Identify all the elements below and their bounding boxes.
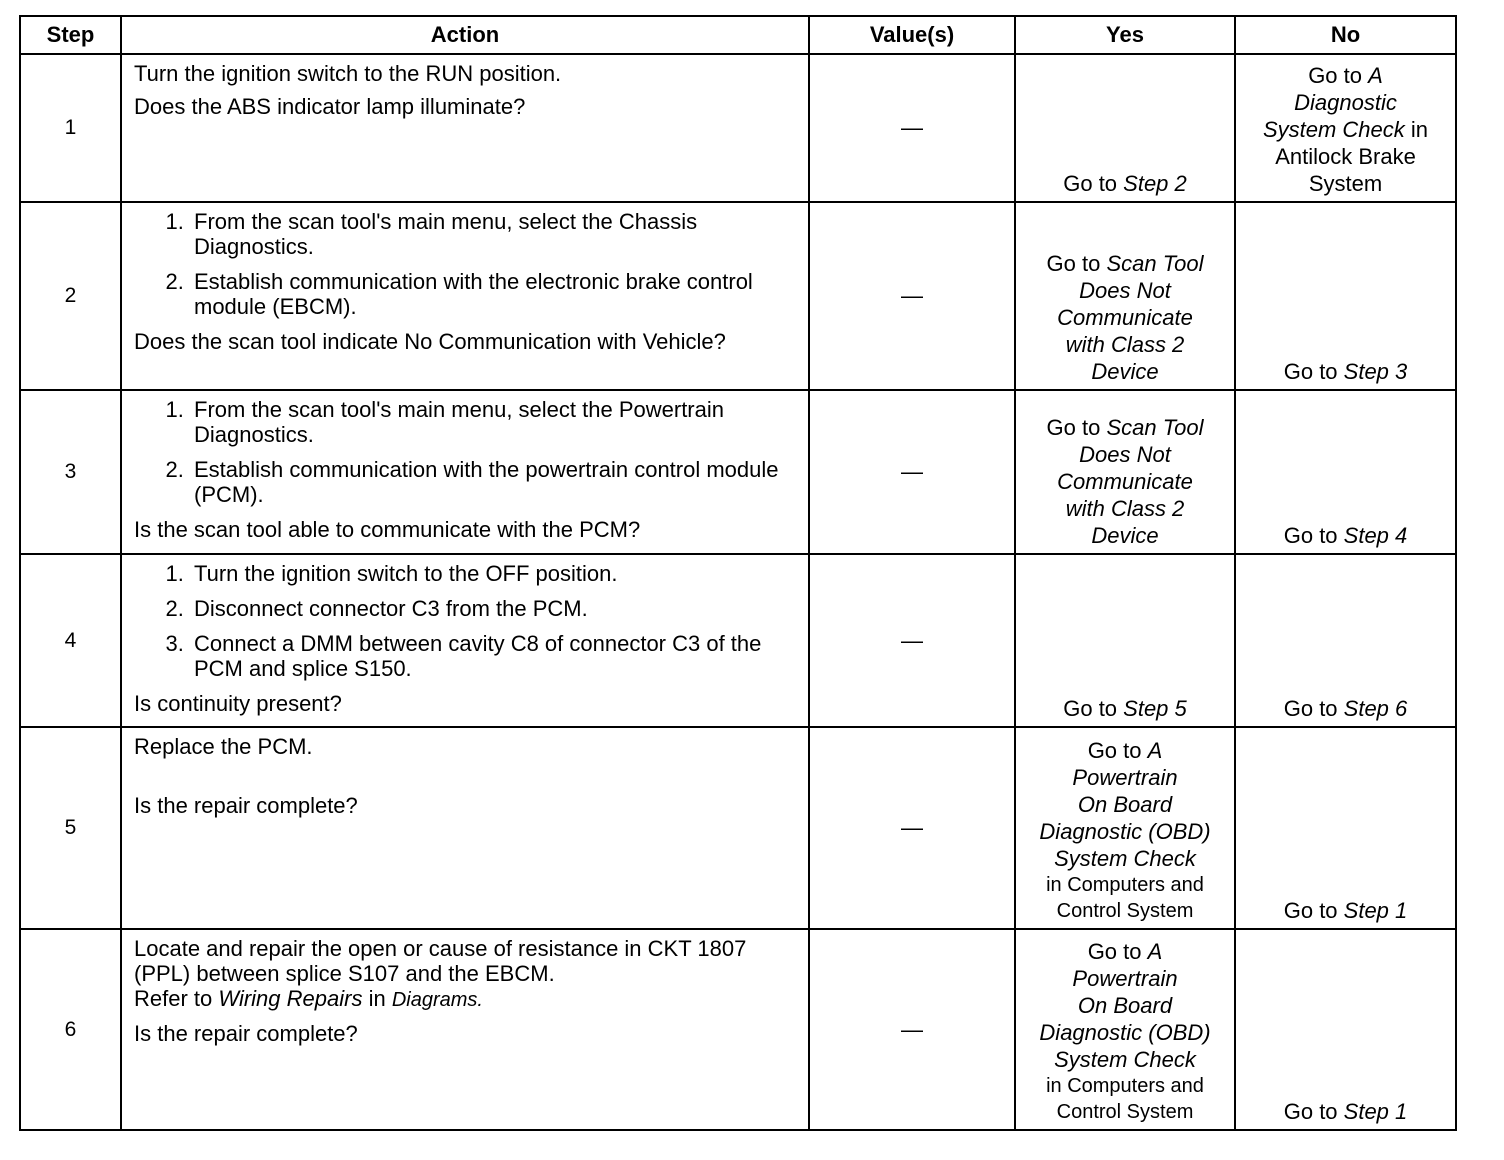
action-step: 2. Establish communication with the powertrain control module (PCM). (190, 457, 796, 507)
yes-ref-link[interactable]: Scan Tool (1106, 251, 1204, 276)
no-prefix: Go to (1308, 63, 1369, 88)
yes-ref-link[interactable]: Does Not (1079, 278, 1171, 303)
no-prefix: Go to (1283, 359, 1344, 384)
value-cell: — (809, 202, 1015, 390)
action-cell (121, 202, 809, 390)
table-row (20, 54, 1456, 202)
table-row (20, 727, 1456, 929)
no-step-link[interactable]: Step 1 (1343, 898, 1408, 923)
no-prefix: Go to (1283, 898, 1344, 923)
no-prefix: Go to (1283, 1099, 1344, 1124)
header-no: No (1235, 16, 1456, 54)
yes-ref-link[interactable]: Communicate (1057, 469, 1193, 494)
value-cell: — (809, 929, 1015, 1130)
action-cell (121, 727, 809, 929)
yes-ref-link[interactable]: A (1147, 738, 1163, 763)
action-step: 3. Connect a DMM between cavity C8 of connector C3 of the PCM and splice S150. (190, 631, 796, 681)
value-cell: — (809, 390, 1015, 554)
action-cell (121, 54, 809, 202)
value-cell: — (809, 554, 1015, 727)
yes-cell (1015, 390, 1235, 554)
action-step: 1. Turn the ignition switch to the OFF position. (190, 561, 796, 586)
yes-prefix: Go to (1046, 415, 1107, 440)
no-suffix: Antilock Brake (1275, 144, 1416, 169)
yes-prefix: Go to (1087, 738, 1148, 763)
no-cell (1235, 554, 1456, 727)
action-text: Turn the ignition switch to the RUN position. (134, 61, 562, 86)
value-cell: — (809, 727, 1015, 929)
step-number: 3 (20, 390, 121, 554)
action-steps (134, 397, 796, 507)
no-ref-link[interactable]: A (1368, 63, 1383, 88)
action-cell (121, 554, 809, 727)
action-steps (134, 209, 796, 319)
refer-prefix: Refer to (134, 986, 219, 1011)
yes-ref-link[interactable]: with Class 2 (1065, 332, 1185, 357)
action-step: 1. From the scan tool's main menu, select the Chassis Diagnostics. (190, 209, 796, 259)
yes-ref-link[interactable]: A (1147, 939, 1163, 964)
no-suffix: System (1308, 171, 1383, 196)
yes-doc: Computers and (1067, 1075, 1204, 1097)
yes-cell (1015, 54, 1235, 202)
no-ref-link[interactable]: Diagnostic (1294, 90, 1397, 115)
yes-ref-link[interactable]: On Board (1077, 792, 1173, 817)
no-prefix: Go to (1283, 696, 1344, 721)
yes-doc: Control System (1056, 900, 1194, 922)
yes-cell (1015, 554, 1235, 727)
yes-step-link[interactable]: Step 2 (1123, 171, 1187, 196)
no-ref-link[interactable]: System Check (1262, 117, 1405, 142)
yes-in: in (1046, 874, 1068, 896)
table-row (20, 202, 1456, 390)
yes-cell (1015, 727, 1235, 929)
action-cell (121, 929, 809, 1130)
yes-in: in (1046, 1075, 1068, 1097)
action-question: Is continuity present? (134, 691, 342, 716)
action-reference (134, 986, 796, 1013)
yes-cell (1015, 929, 1235, 1130)
header-values: Value(s) (809, 16, 1015, 54)
action-step: 1. From the scan tool's main menu, select the Powertrain Diagnostics. (190, 397, 796, 447)
no-cell (1235, 202, 1456, 390)
no-step-link[interactable]: Step 6 (1343, 696, 1408, 721)
action-step: 2. Establish communication with the electronic brake control module (EBCM). (190, 269, 796, 319)
yes-prefix: Go to (1046, 251, 1107, 276)
action-text: Locate and repair the open or cause of resistance in CKT 1807 (PPL) between splice S107 and the EBCM. (134, 936, 747, 986)
step-number: 2 (20, 202, 121, 390)
yes-ref-link[interactable]: Diagnostic (OBD) (1039, 1020, 1211, 1045)
no-cell (1235, 54, 1456, 202)
step-number: 6 (20, 929, 121, 1130)
yes-ref-link[interactable]: Powertrain (1072, 765, 1178, 790)
action-question: Does the scan tool indicate No Communication with Vehicle? (134, 329, 726, 354)
action-question: Is the scan tool able to communicate with the PCM? (134, 517, 641, 542)
diagnostic-table (19, 15, 1457, 1131)
yes-ref-link[interactable]: with Class 2 (1065, 496, 1185, 521)
yes-prefix: Go to (1063, 171, 1124, 196)
action-steps (134, 561, 796, 681)
no-step-link[interactable]: Step 1 (1343, 1099, 1408, 1124)
yes-doc: Control System (1056, 1101, 1194, 1123)
yes-step-link[interactable]: Step 5 (1123, 696, 1187, 721)
yes-ref-link[interactable]: Diagnostic (OBD) (1039, 819, 1211, 844)
yes-ref-link[interactable]: Powertrain (1072, 966, 1178, 991)
step-number: 5 (20, 727, 121, 929)
table-row (20, 554, 1456, 727)
yes-ref-link[interactable]: Communicate (1057, 305, 1193, 330)
yes-doc: Computers and (1067, 874, 1204, 896)
no-step-link[interactable]: Step 4 (1343, 523, 1408, 548)
table-row (20, 390, 1456, 554)
yes-ref-link[interactable]: System Check (1054, 1047, 1196, 1072)
refer-in: in (362, 986, 392, 1011)
header-action: Action (121, 16, 809, 54)
yes-ref-link[interactable]: System Check (1054, 846, 1196, 871)
yes-ref-link[interactable]: On Board (1077, 993, 1173, 1018)
step-number: 4 (20, 554, 121, 727)
header-row (20, 16, 1456, 54)
table-row (20, 929, 1456, 1130)
no-cell (1235, 929, 1456, 1130)
no-cell (1235, 390, 1456, 554)
action-cell (121, 390, 809, 554)
no-step-link[interactable]: Step 3 (1343, 359, 1408, 384)
header-step: Step (20, 16, 121, 54)
yes-ref-link[interactable]: Device (1091, 359, 1159, 384)
no-cell (1235, 727, 1456, 929)
step-number: 1 (20, 54, 121, 202)
value-cell: — (809, 54, 1015, 202)
action-step: 2. Disconnect connector C3 from the PCM. (190, 596, 796, 621)
no-prefix: Go to (1283, 523, 1344, 548)
action-question: Is the repair complete? (134, 793, 358, 818)
wiring-repairs-link[interactable]: Wiring Repairs (218, 986, 363, 1011)
header-yes: Yes (1015, 16, 1235, 54)
action-text: Replace the PCM. (134, 734, 313, 759)
yes-prefix: Go to (1063, 696, 1124, 721)
yes-cell (1015, 202, 1235, 390)
yes-ref-link[interactable]: Does Not (1079, 442, 1171, 467)
yes-ref-link[interactable]: Device (1091, 523, 1159, 548)
yes-prefix: Go to (1087, 939, 1148, 964)
yes-ref-link[interactable]: Scan Tool (1106, 415, 1204, 440)
action-question: Is the repair complete? (134, 1021, 358, 1046)
no-suffix-in: in (1404, 117, 1429, 142)
diagrams-link[interactable]: Diagrams. (391, 989, 483, 1011)
action-question: Does the ABS indicator lamp illuminate? (134, 94, 526, 119)
